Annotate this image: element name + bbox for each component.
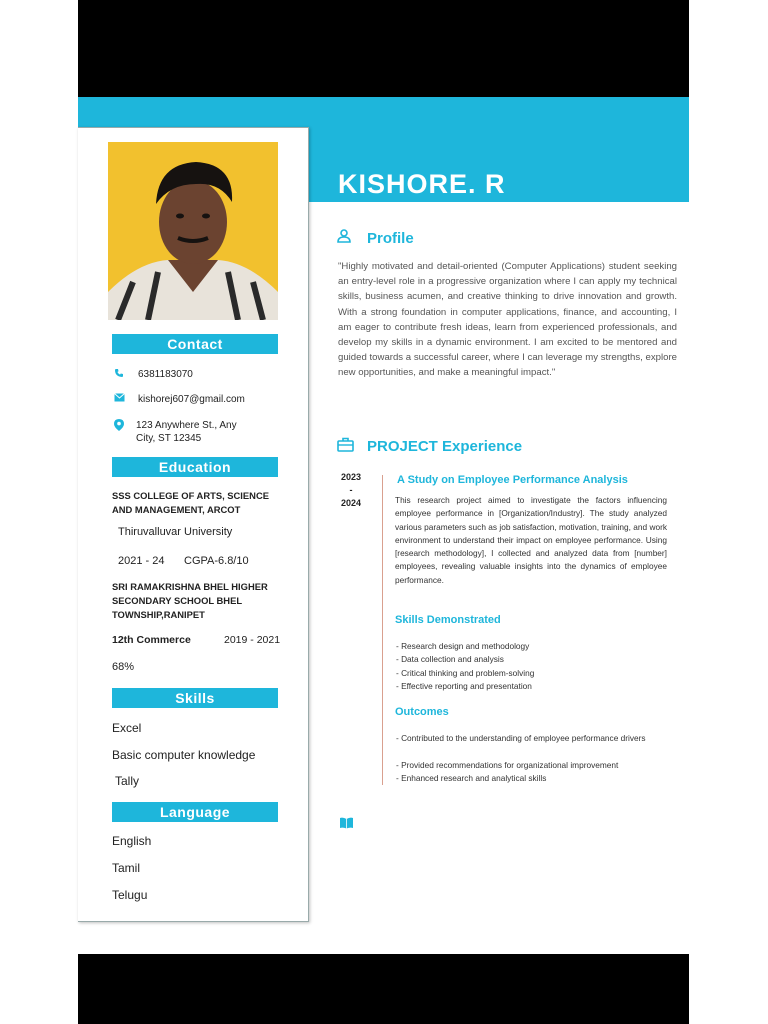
education-heading: Education: [112, 457, 278, 477]
book-icon: [339, 816, 354, 834]
demonstrated-skill: - Data collection and analysis: [396, 654, 504, 664]
contact-heading: Contact: [112, 334, 278, 354]
user-icon: [337, 229, 351, 248]
school-years: 2019 - 2021: [224, 634, 281, 646]
college-name: SSS COLLEGE OF ARTS, SCIENCE AND MANAGEMENT, ARCOT: [112, 490, 269, 515]
project-heading: PROJECT Experience: [367, 438, 523, 455]
language-item: Telugu: [112, 888, 148, 902]
phone-number: 6381183070: [138, 369, 193, 380]
profile-heading: Profile: [367, 230, 414, 247]
year-start: 2023: [340, 472, 362, 482]
percentage: 68%: [112, 661, 135, 673]
timeline-line: [382, 475, 383, 785]
demonstrated-skill: - Critical thinking and problem-solving: [396, 668, 535, 678]
language-item: Tamil: [112, 861, 141, 875]
skill-item: Basic computer knowledge: [112, 748, 256, 762]
skills-heading: Skills: [112, 688, 278, 708]
outcome-item: - Enhanced research and analytical skills: [396, 773, 547, 783]
cgpa: CGPA-6.8/10: [184, 555, 249, 567]
briefcase-icon: [337, 437, 354, 457]
year-end: 2024: [340, 498, 362, 508]
grade: 12th Commerce: [112, 634, 191, 646]
skill-item: Excel: [112, 721, 142, 735]
bottom-black-bar: [78, 954, 689, 1024]
email-address[interactable]: kishorej607@gmail.com: [138, 394, 245, 405]
outcome-item: - Contributed to the understanding of employee performance drivers: [396, 733, 646, 743]
profile-photo-illustration: [108, 142, 278, 320]
location-icon: [114, 419, 128, 434]
profile-photo: [108, 142, 278, 320]
project-title: A Study on Employee Performance Analysis: [397, 474, 628, 486]
college-years: 2021 - 24: [118, 555, 165, 567]
resume-page: [78, 97, 689, 954]
top-black-bar: [78, 0, 689, 97]
outcomes-heading: Outcomes: [395, 706, 449, 718]
skill-item: Tally: [115, 774, 140, 788]
university-name: Thiruvalluvar University: [118, 526, 233, 538]
outcome-item: - Provided recommendations for organizational improvement: [396, 760, 619, 770]
skills-demonstrated-heading: Skills Demonstrated: [395, 614, 501, 626]
profile-summary: "Highly motivated and detail-oriented (Computer Applications) student seeking an entry-level role in a progressive organization where I can apply my technical skills, business acumen, and creative thinking to drive innovation and growth. With a strong foundation in computer applications, finance, and accounting, I am eager to contribute fresh ideas, learn from experienced professionals, and develop my skills in a dynamic environment. I am excited to be mentored and guided towards a successful career, where I can leverage my strengths, explore new opportunities, and make a meaningful impact.": [338, 261, 677, 379]
demonstrated-skill: - Research design and methodology: [396, 641, 530, 651]
year-dash: -: [349, 485, 353, 495]
address-text: 123 Anywhere St., Any City, ST 12345: [136, 420, 237, 444]
candidate-name: KISHORE. R: [338, 169, 506, 199]
mail-icon: [114, 393, 128, 405]
demonstrated-skill: - Effective reporting and presentation: [396, 681, 532, 691]
phone-icon: [114, 368, 128, 381]
language-heading: Language: [112, 802, 278, 822]
language-item: English: [112, 834, 152, 848]
sidebar: [78, 127, 309, 922]
project-description: This research project aimed to investigate the factors influencing employee performance in [Organization/Industry]. The study analyzed various parameters such as job satisfaction, motivation, training, and work environment to understand their impact on employee performance. Using [research methodology], I collected and analyzed data from [number] employees, revealing valuable insights into the dynamics of employee performance.: [395, 495, 667, 585]
school-name: SRI RAMAKRISHNA BHEL HIGHER SECONDARY SCHOOL BHEL TOWNSHIP,RANIPET: [112, 581, 268, 620]
